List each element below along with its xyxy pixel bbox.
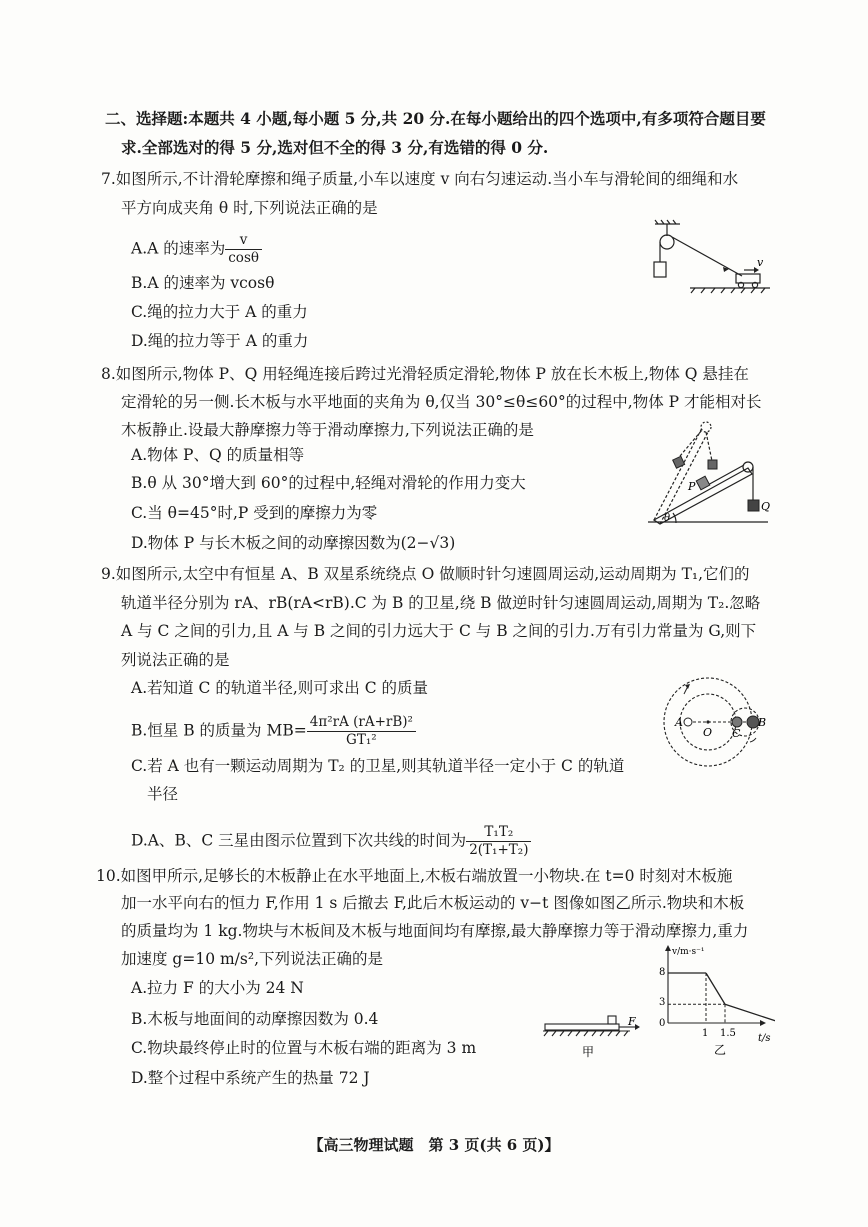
q10-option-d: D.整个过程中系统产生的热量 72 J	[131, 1069, 370, 1087]
q8-stem-1: 8.如图所示,物体 P、Q 用轻绳连接后跨过光滑轻质定滑轮,物体 P 放在长木板上,物体 Q 悬挂在	[101, 365, 749, 383]
q10-option-b: B.木板与地面间的动摩擦因数为 0.4	[131, 1010, 379, 1028]
vt-line-segment	[706, 973, 725, 1004]
q9-figure-a-label: A	[675, 716, 683, 729]
q7-option-a-text: A.A 的速率为	[131, 239, 226, 258]
q10-vt-graph	[650, 945, 775, 1060]
q8-option-d: D.物体 P 与长木板之间的动摩擦因数为(2−√3)	[131, 534, 456, 552]
fraction-denominator: 2(T₁+T₂)	[469, 842, 529, 858]
q9-stem-4: 列说法正确的是	[121, 651, 230, 669]
fraction-numerator: v	[225, 232, 262, 250]
q10-option-c: C.物块最终停止时的位置与木板右端的距离为 3 m	[131, 1039, 477, 1057]
q8-incline-pulley-figure	[640, 416, 775, 528]
q8-option-c: C.当 θ=45°时,P 受到的摩擦力为零	[131, 504, 378, 522]
q8-figure-q-label: Q	[761, 500, 771, 513]
section-line-2: 求.全部选对的得 5 分,选对但不全的得 3 分,有选错的得 0 分.	[121, 138, 549, 157]
q7-stem-2: 平方向成夹角 θ 时,下列说法正确的是	[121, 199, 378, 217]
q9-figure-o-label: O	[703, 726, 713, 739]
q7-option-c: C.绳的拉力大于 A 的重力	[131, 303, 308, 321]
q9-option-a: A.若知道 C 的轨道半径,则可求出 C 的质量	[131, 679, 428, 697]
fraction-numerator: 4π²rA (rA+rB)²	[307, 714, 416, 732]
q9-stem-2: 轨道半径分别为 rA、rB(rA<rB).C 为 B 的卫星,绕 B 做逆时针匀速圆周运动,周期为 T₂.忽略	[121, 594, 761, 612]
q8-figure-theta-label: θ	[664, 513, 671, 524]
q10-figure-yi-label: 乙	[714, 1043, 727, 1057]
q8-option-b: B.θ 从 30°增大到 60°的过程中,轻绳对滑轮的作用力变大	[131, 474, 526, 492]
q7-option-d: D.绳的拉力等于 A 的重力	[131, 332, 309, 350]
q9-option-b-text: B.恒星 B 的质量为 MB=	[131, 721, 307, 740]
q10-graph-y-tick-3: 3	[659, 997, 666, 1008]
q10-stem-1: 10.如图甲所示,足够长的木板静止在水平地面上,木板右端放置一小物块.在 t=0 时刻对木板施	[96, 867, 733, 885]
q8-stem-2: 定滑轮的另一侧.长木板与水平地面的夹角为 θ,仅当 30°≤θ≤60°的过程中,物体 P 才能相对长	[121, 393, 762, 411]
q10-board-figure	[540, 1015, 650, 1065]
q9-option-d	[131, 824, 531, 859]
fraction-numerator: T₁T₂	[466, 824, 531, 842]
q7-option-b: B.A 的速率为 vcosθ	[131, 274, 275, 292]
page-footer: 【高三物理试题 第 3 页(共 6 页)】	[308, 1136, 560, 1154]
q10-graph-y-tick-8: 8	[659, 967, 666, 978]
vt-line-segment	[725, 1004, 775, 1023]
q8-stem-3: 木板静止.设最大静摩擦力等于滑动摩擦力,下列说法正确的是	[121, 421, 534, 439]
q9-option-d-fraction	[466, 824, 531, 859]
q10-option-a: A.拉力 F 的大小为 24 N	[131, 979, 304, 997]
q7-pulley-cart-figure	[640, 218, 775, 300]
section-line-1: 二、选择题:本题共 4 小题,每小题 5 分,共 20 分.在每小题给出的四个选项中,有多项符合题目要	[105, 109, 766, 128]
q7-stem-1: 7.如图所示,不计滑轮摩擦和绳子质量,小车以速度 v 向右匀速运动.当小车与滑轮间的细绳和水	[101, 170, 739, 188]
q10-figure-jia-label: 甲	[582, 1045, 595, 1059]
q9-option-c-line-1: C.若 A 也有一颗运动周期为 T₂ 的卫星,则其轨道半径一定小于 C 的轨道	[131, 757, 625, 775]
q10-graph-y-tick-0: 0	[659, 1018, 666, 1029]
q10-stem-4: 加速度 g=10 m/s²,下列说法正确的是	[121, 950, 384, 968]
q10-stem-3: 的质量均为 1 kg.物块与木板间及木板与地面间均有摩擦,最大静摩擦力等于滑动摩擦力,重力	[121, 922, 749, 940]
q7-option-a-fraction	[225, 232, 262, 267]
q10-graph-y-axis-label: v/m·s⁻¹	[672, 947, 705, 957]
q9-option-d-text: D.A、B、C 三星由图示位置到下次共线的时间为	[131, 831, 467, 850]
q9-stem-1: 9.如图所示,太空中有恒星 A、B 双星系统绕点 O 做顺时针匀速圆周运动,运动周期为 T₁,它们的	[101, 565, 750, 583]
q9-option-b	[131, 714, 416, 749]
q9-binary-star-figure	[660, 672, 775, 778]
q10-stem-2: 加一水平向右的恒力 F,作用 1 s 后撤去 F,此后木板运动的 v−t 图像如图乙所示.物块和木板	[121, 894, 745, 912]
q7-option-a	[131, 232, 262, 267]
q9-option-c-line-2: 半径	[147, 785, 179, 803]
q9-figure-c-label: C	[732, 727, 741, 740]
q9-option-b-fraction	[307, 714, 416, 749]
fraction-denominator: cosθ	[228, 250, 259, 266]
q9-stem-3: A 与 C 之间的引力,且 A 与 B 之间的引力远大于 C 与 B 之间的引力.万有引力常量为 G,则下	[121, 622, 757, 640]
q8-option-a: A.物体 P、Q 的质量相等	[131, 446, 305, 464]
q8-figure-p-label: P	[688, 480, 696, 493]
q10-graph-x-tick-1-5: 1.5	[720, 1028, 736, 1039]
q9-figure-b-label: B	[758, 716, 767, 729]
q10-graph-x-tick-1: 1	[702, 1028, 709, 1039]
q10-graph-x-axis-label: t/s	[758, 1033, 771, 1044]
fraction-denominator: GT₁²	[346, 732, 377, 748]
q10-figure-f-label: F	[628, 1015, 636, 1028]
q7-figure-v-label: v	[757, 256, 764, 269]
